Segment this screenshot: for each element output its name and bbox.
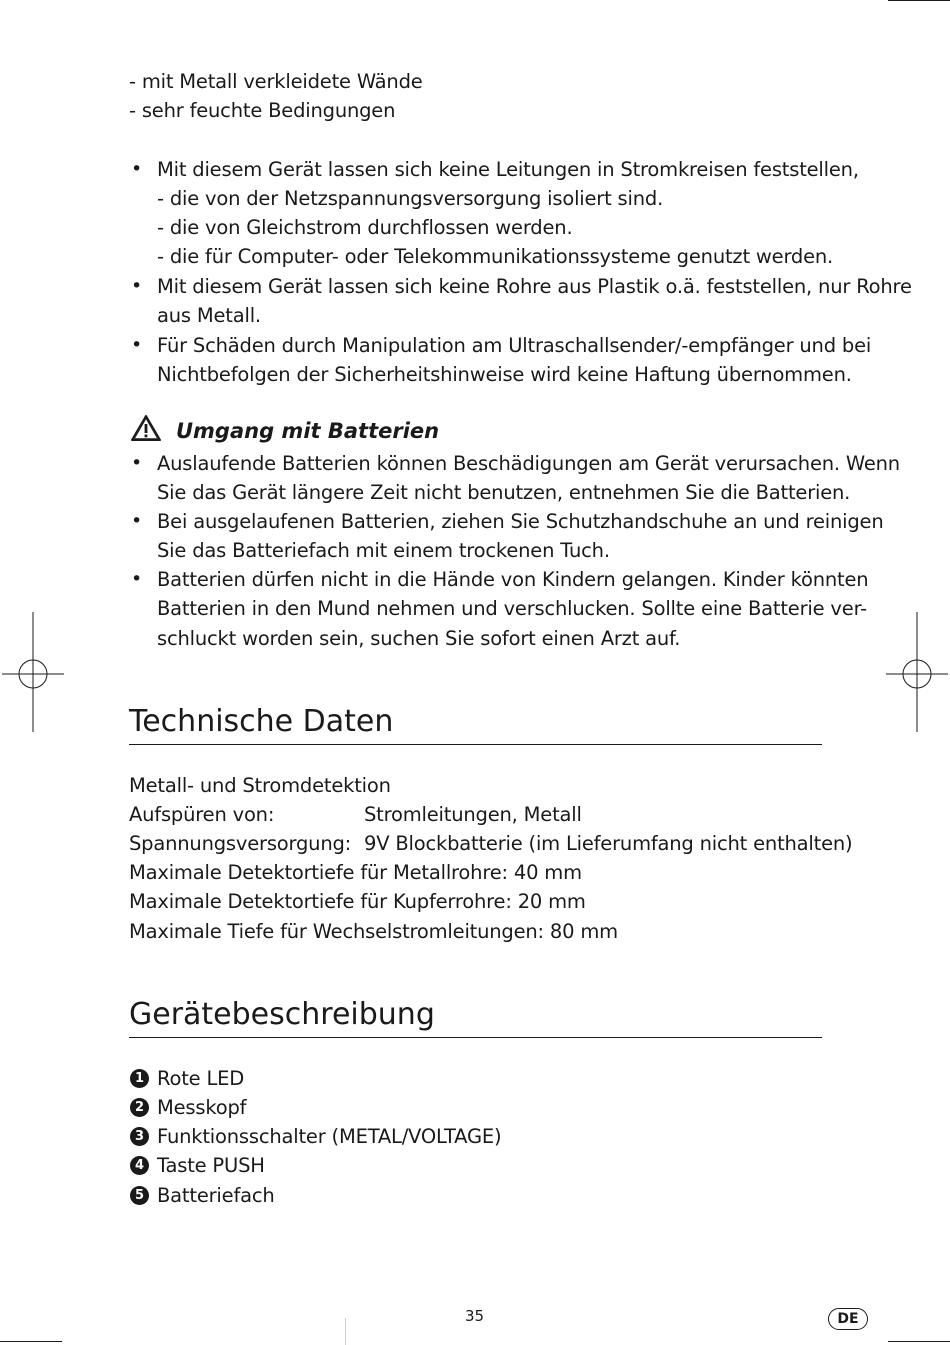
language-badge: DE (828, 1308, 868, 1330)
battery-line: Sie das Batteriefach mit einem trockenen Tuch. (157, 539, 610, 562)
safety-line: Mit diesem Gerät lassen sich keine Leitungen in Stromkreisen feststellen, (157, 158, 859, 181)
crop-mark (345, 1318, 346, 1345)
section-divider (129, 1037, 822, 1038)
device-section-title: Gerätebeschreibung (129, 997, 435, 1032)
number-badge-icon: 5 (130, 1186, 149, 1205)
intro-line: - sehr feuchte Bedingungen (129, 99, 396, 122)
bullet-icon: • (131, 334, 143, 356)
number-badge-icon: 4 (130, 1156, 149, 1175)
registration-mark-icon (2, 612, 64, 736)
safety-line: Nichtbefolgen der Sicherheitshinweise wird keine Haftung übernommen. (157, 363, 852, 386)
safety-line: - die von der Netzspannungsversorgung isoliert sind. (157, 187, 664, 210)
battery-section-title: Umgang mit Batterien (176, 419, 440, 443)
safety-line: Mit diesem Gerät lassen sich keine Rohre aus Plastik o.ä. feststellen, nur Rohre (157, 275, 912, 298)
tech-row-label: Aufspüren von: (129, 803, 275, 826)
number-badge-icon: 3 (130, 1127, 149, 1146)
crop-mark (0, 1341, 62, 1342)
bullet-icon: • (131, 158, 143, 180)
crop-mark (888, 1341, 950, 1342)
tech-row-value: 9V Blockbatterie (im Lieferumfang nicht enthalten) (364, 832, 853, 855)
safety-line: Für Schäden durch Manipulation am Ultraschallsender/-empfänger und bei (157, 334, 872, 357)
safety-line: - die für Computer- oder Telekommunikationssysteme genutzt werden. (157, 245, 834, 268)
device-item-label: Taste PUSH (157, 1154, 265, 1177)
device-item-label: Rote LED (157, 1067, 245, 1090)
battery-line: Sie das Gerät längere Zeit nicht benutzen, entnehmen Sie die Batterien. (157, 481, 851, 504)
tech-row-label: Spannungsversorgung: (129, 832, 352, 855)
page-number: 35 (465, 1307, 485, 1325)
bullet-icon: • (131, 568, 143, 590)
device-item-label: Messkopf (157, 1096, 247, 1119)
tech-section-title: Technische Daten (129, 704, 394, 739)
bullet-icon: • (131, 452, 143, 474)
safety-line: aus Metall. (157, 304, 261, 327)
tech-row-value: Stromleitungen, Metall (364, 803, 582, 826)
battery-line: Batterien dürfen nicht in die Hände von Kindern gelangen. Kinder könnten (157, 568, 869, 591)
section-divider (129, 744, 822, 745)
device-item-label: Funktionsschalter (METAL/VOLTAGE) (157, 1125, 502, 1148)
number-badge-icon: 2 (130, 1098, 149, 1117)
registration-mark-icon (886, 612, 948, 736)
battery-line: Bei ausgelaufenen Batterien, ziehen Sie Schutzhandschuhe an und reinigen (157, 510, 884, 533)
intro-line: - mit Metall verkleidete Wände (129, 70, 423, 93)
battery-line: schluckt worden sein, suchen Sie sofort einen Arzt auf. (157, 627, 681, 650)
crop-mark (888, 0, 950, 1)
safety-line: - die von Gleichstrom durchflossen werden. (157, 216, 573, 239)
tech-line: Maximale Detektortiefe für Metallrohre: 40 mm (129, 861, 582, 884)
number-badge-icon: 1 (130, 1069, 149, 1088)
tech-line: Maximale Tiefe für Wechselstromleitungen: 80 mm (129, 920, 618, 943)
tech-line: Maximale Detektortiefe für Kupferrohre: 20 mm (129, 890, 586, 913)
battery-line: Batterien in den Mund nehmen und verschlucken. Sollte eine Batterie ver- (157, 597, 867, 620)
tech-heading-line: Metall- und Stromdetektion (129, 774, 391, 797)
warning-triangle-icon (130, 414, 162, 446)
battery-line: Auslaufende Batterien können Beschädigungen am Gerät verursachen. Wenn (157, 452, 900, 475)
bullet-icon: • (131, 510, 143, 532)
device-item-label: Batteriefach (157, 1184, 275, 1207)
bullet-icon: • (131, 275, 143, 297)
